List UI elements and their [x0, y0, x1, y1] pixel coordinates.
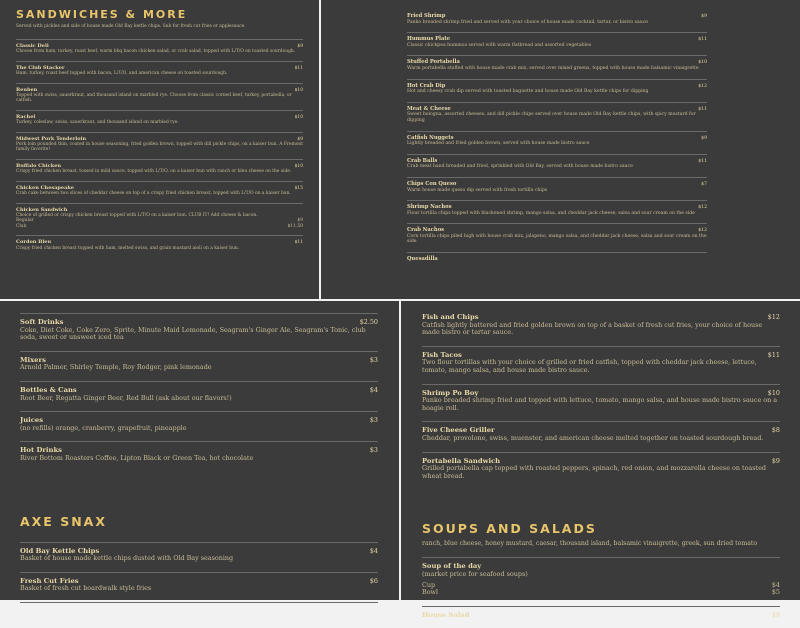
section-title: SANDWICHES & MORE	[16, 8, 188, 21]
item-price: $11	[698, 106, 707, 112]
option-price: $5	[771, 588, 780, 597]
menu-item	[422, 346, 780, 384]
item-name: Shrimp Po Boy	[422, 388, 479, 397]
item-name: Buffalo Chicken	[16, 162, 62, 169]
menu-item	[20, 411, 378, 441]
item-price: $2.50	[359, 318, 378, 326]
item-name: Cordon Bleu	[16, 239, 52, 246]
item-price: $4	[369, 546, 378, 555]
item-name: Crab Balls	[407, 157, 438, 164]
item-name: Quesadilla	[407, 256, 438, 263]
menu-panel-appetizers	[321, 0, 800, 299]
item-description: Crab meat hand breaded and fried, sprinkled with Old Bay, served with house made bistro sauce	[407, 164, 633, 170]
item-price: $12	[698, 228, 707, 234]
item-price: $3	[369, 416, 378, 425]
item-description: Root Beer, Regatta Ginger Beer, Red Bull (ask about our flavors!)	[20, 393, 232, 402]
item-description: Choice of grilled or crispy chicken breast topped with L/T/O on a kaiser bun. CLUB IT! Add cheese & bacon.	[16, 212, 258, 218]
item-name: House Salad	[422, 610, 470, 619]
item-description: Hot and cheesy crab dip served with toasted baguette and house made Old Bay kettle chips for dipping	[407, 89, 649, 95]
item-description: River Bottom Roasters Coffee, Lipton Black or Green Tea, hot chocolate	[20, 453, 254, 462]
menu-item	[407, 79, 707, 102]
menu-panel-drinks	[0, 301, 399, 600]
menu-item	[422, 421, 780, 451]
menu-item	[407, 32, 707, 55]
item-price: $9	[771, 610, 780, 619]
item-price: $11	[294, 240, 303, 246]
item-description: Grilled portabella cap topped with roasted peppers, spinach, red onion, and mozzarella cheese on toasted wheat bread.	[422, 464, 766, 480]
item-option	[422, 582, 780, 590]
item-description: Two flour tortillas with your choice of grilled or fried catfish, topped with cheddar jack cheese, lettuce, tomato, mango salsa, and house made bistro sauce.	[422, 358, 757, 374]
item-name: Crab Nachos	[407, 227, 445, 234]
menu-item	[16, 159, 303, 181]
item-description: Crab cake between two slices of cheddar cheese on top of a crispy fried chicken breast, topped with L/T/O on a kaiser bun.	[16, 191, 291, 197]
menu-item	[407, 177, 707, 200]
item-name: Soup of the day	[422, 562, 482, 571]
item-name: Shrimp Nachos	[407, 204, 452, 211]
item-option	[16, 224, 303, 229]
menu-item	[16, 110, 303, 132]
item-name: Catfish Nuggets	[407, 134, 454, 141]
item-price: $12	[767, 313, 780, 321]
option-label: Cup	[422, 580, 436, 589]
item-price: $11	[294, 65, 303, 71]
item-price: $9	[701, 14, 707, 19]
item-name: Chicken Chesapeake	[16, 184, 74, 191]
item-name: Classic Deli	[16, 43, 49, 49]
item-price: $4	[369, 385, 378, 394]
item-price: $11	[767, 350, 780, 359]
menu-item	[422, 384, 780, 422]
item-name: Meat & Cheese	[407, 105, 451, 112]
item-description: Crispy fried chicken breast, tossed in mild sauce, topped with L/T/O, on a kaiser bun with ranch or bleu cheese on the side.	[16, 169, 292, 175]
item-name: Chicken Sandwich	[16, 206, 68, 213]
item-price: $9	[771, 456, 780, 465]
menu-panel-entrees	[401, 301, 800, 619]
item-description: Sweet bologna, assorted cheeses, and dill pickle chips served over house made Old Bay kettle chips, with spicy mustard for dipping	[407, 112, 696, 123]
item-name: The Club Stacker	[16, 64, 65, 71]
option-label: Club	[16, 223, 27, 229]
item-name: Bottles & Cans	[20, 385, 77, 394]
menu-item	[16, 61, 303, 83]
menu-item	[16, 235, 303, 257]
item-name: Hot Drinks	[20, 446, 62, 455]
item-description: Panko breaded shrimp fried and topped with lettuce, tomato, mango salsa, and house made bistro sauce on a hoagie roll.	[422, 396, 778, 412]
item-description: Classic chickpea hummus served with warm flatbread and assorted vegetables	[407, 42, 592, 48]
item-name: Rachel	[16, 113, 36, 120]
item-description: Cheddar, provolone, swiss, muenster, and american cheese melted together on toasted sourdough bread.	[422, 433, 764, 442]
menu-item	[422, 557, 780, 605]
menu-item	[16, 181, 303, 203]
item-price: $11	[698, 37, 707, 43]
item-price: $12	[698, 83, 707, 89]
menu-item	[422, 452, 780, 490]
item-name: Fresh Cut Fries	[20, 576, 79, 585]
item-description: Corn tortilla chips piled high with house crab mix, jalapeno, mango salsa, and cheddar jack cheese, salsa and sour cream on the side	[407, 233, 707, 245]
item-name: Portabella Sandwich	[422, 456, 501, 465]
menu-item	[16, 39, 303, 61]
item-price: $15	[294, 185, 303, 191]
item-option	[422, 589, 780, 597]
menu-item	[407, 55, 707, 78]
item-price: $10	[698, 60, 707, 66]
item-price: $10	[294, 87, 303, 93]
section-title: AXE SNAX	[20, 513, 107, 529]
item-description: Ham, turkey, roast beef topped with bacon, L/T/O, and american cheese on toasted sourdough.	[16, 71, 228, 77]
section-description: Served with pickles and side of house made Old Bay kettle chips. Sub for fresh cut fries or applesauce.	[16, 24, 246, 29]
menu-item	[20, 441, 378, 471]
item-name: Five Cheese Griller	[422, 426, 495, 435]
item-description: Panko breaded shrimp fried and served with your choice of house made cocktail, tartar, or bistro sauce	[407, 19, 648, 25]
menu-item	[20, 351, 378, 381]
item-description: Flour tortilla chips topped with blackened shrimp, mango salsa, and cheddar jack cheese, salsa and sour cream on the side	[407, 210, 695, 216]
menu-item	[407, 252, 707, 270]
menu-item	[407, 154, 707, 177]
menu-item	[422, 309, 780, 346]
menu-item	[16, 83, 303, 110]
item-description: Topped with swiss, sauerkraut, and thousand island on marbled rye. Choose from classic corned beef, turkey, portabella, or catfish.	[16, 93, 292, 104]
item-name: Stuffed Portabella	[407, 59, 460, 66]
option-price: $4	[771, 580, 780, 589]
item-description: Arnold Palmer, Shirley Temple, Roy Rodger, pink lemonade	[20, 363, 212, 372]
item-price: $10	[294, 114, 303, 120]
item-name: Fried Shrimp	[407, 13, 446, 19]
section-description: ranch, blue cheese, honey mustard, caesar, thousand island, balsamic vinaigrette, greek, sun dried tomato	[422, 540, 758, 548]
item-name: Mixers	[20, 355, 46, 364]
menu-item	[407, 200, 707, 223]
item-name: Chips Con Queso	[407, 180, 457, 187]
item-description: Warm house made queso dip served with fresh tortilla chips	[407, 187, 548, 193]
item-price: $9	[297, 44, 303, 49]
item-name: Fish and Chips	[422, 313, 479, 321]
item-price: $3	[369, 355, 378, 364]
item-price: $6	[369, 576, 378, 585]
menu-item	[16, 132, 303, 159]
menu-item	[20, 313, 378, 351]
menu-panel-sandwiches	[0, 0, 319, 299]
menu-item	[407, 10, 707, 32]
item-price: $11	[698, 158, 707, 164]
item-description: (market price for seafood soups)	[422, 569, 528, 578]
menu-item	[407, 223, 707, 252]
item-price: $7	[701, 181, 707, 187]
option-label: Regular	[16, 218, 34, 224]
item-price: $12	[698, 205, 707, 211]
menu-item	[16, 203, 303, 236]
option-price: $11.50	[287, 223, 303, 229]
menu-item	[20, 602, 378, 617]
section-title: SOUPS AND SALADS	[422, 521, 597, 537]
item-description: (no refills) orange, cranberry, grapefruit, pineapple	[20, 423, 187, 432]
item-name: Reuben	[16, 86, 38, 93]
menu-item	[407, 131, 707, 154]
item-name: Old Bay Kettle Chips	[20, 546, 100, 555]
item-description: Lightly breaded and fried golden brown, served with house made bistro sauce	[407, 141, 590, 147]
item-name: Juices	[20, 416, 44, 425]
item-description: Basket of fresh cut boardwalk style fries	[20, 584, 152, 593]
menu-item	[422, 606, 780, 628]
item-price: $10	[767, 388, 780, 397]
item-price: $10	[294, 163, 303, 169]
item-description: Pork loin pounded thin, coated in house seasoning, fried golden brown, topped with dill pickle chips, on a kaiser bun. A Fremont family favorite!	[16, 142, 303, 153]
item-description: Catfish lightly battered and fried golden brown on top of a basket of fresh cut fries, your choice of house made bistro or tartar sauce.	[422, 320, 763, 337]
item-description: Warm portabella stuffed with house made crab mix, served over mixed greens, topped with house made balsamic vinaigrette	[407, 65, 699, 71]
item-name: Midwest Pork Tenderloin	[16, 135, 87, 142]
item-price: $9	[297, 136, 303, 142]
item-description: Coke, Diet Coke, Coke Zero, Sprite, Minute Maid Lemonade, Seagram's Ginger Ale, Seagram's Tonic, club soda, sweet or unsweet iced tea	[20, 325, 366, 342]
item-description: Crispy fried chicken breast topped with ham, melted swiss, and grain mustard aioli on a kaiser bun.	[16, 245, 240, 251]
item-price: $9	[701, 135, 707, 141]
menu-item	[20, 572, 378, 602]
item-description: Choose from ham, turkey, roast beef, warm bbq bacon chicken salad, or crab salad, topped with L/T/O on toasted sourdough.	[16, 49, 296, 55]
item-description: Turkey, coleslaw, swiss, sauerkraut, and thousand island on marbled rye.	[16, 120, 179, 126]
option-label: Bowl	[422, 588, 439, 597]
item-name: Hummus Plate	[407, 36, 451, 43]
item-name: Soft Drinks	[20, 318, 64, 326]
item-name: Fish Tacos	[422, 350, 462, 359]
item-name: Hot Crab Dip	[407, 82, 446, 89]
menu-item	[407, 102, 707, 131]
item-description: Basket of house made kettle chips dusted with Old Bay seasoning	[20, 554, 234, 563]
item-price: $8	[771, 426, 780, 435]
menu-item	[20, 542, 378, 572]
option-price: $9	[297, 218, 303, 224]
item-price: $3	[369, 446, 378, 455]
menu-item	[20, 381, 378, 411]
